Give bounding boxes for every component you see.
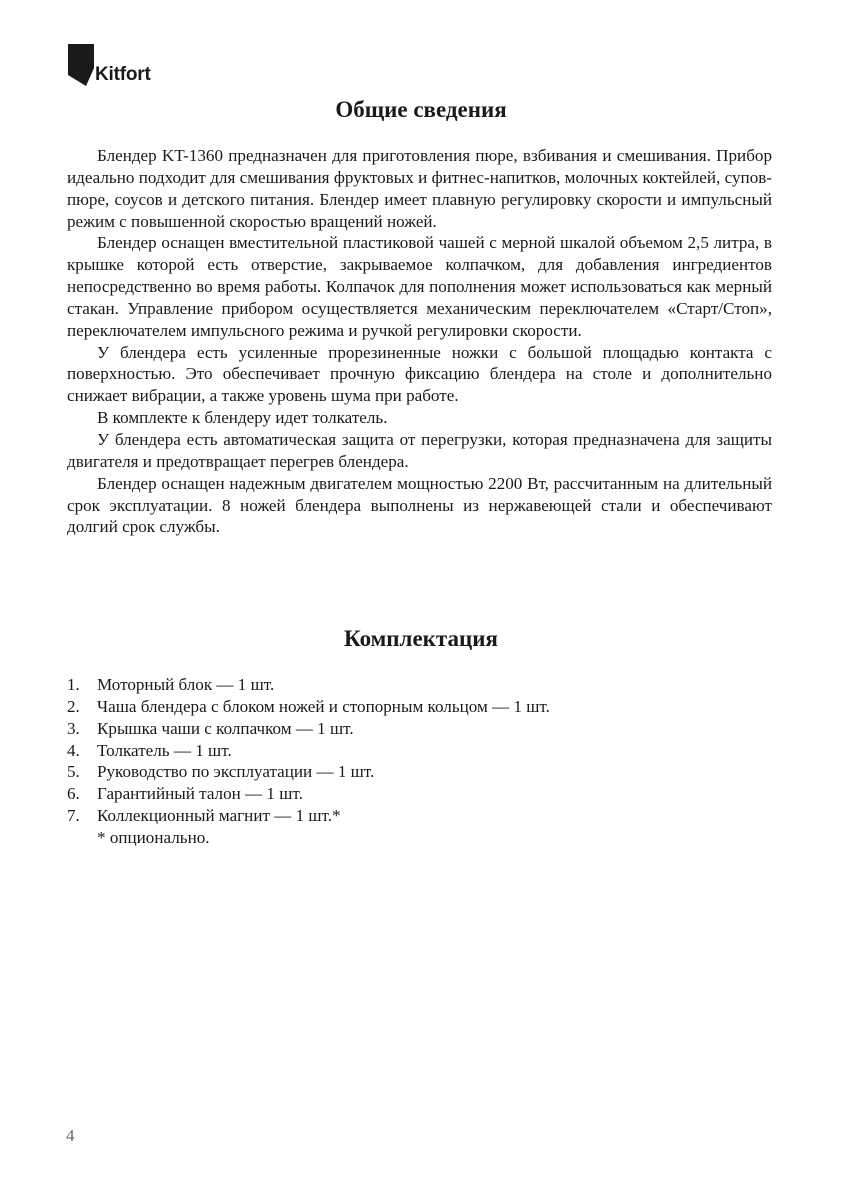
list-item-number: 5. <box>67 762 80 782</box>
list-item-text: Крышка чаши с колпачком — 1 шт. <box>97 718 354 738</box>
page-number: 4 <box>66 1126 75 1145</box>
general-info-text <box>67 145 772 538</box>
list-item <box>67 783 772 805</box>
list-item-text: Коллекционный магнит — 1 шт.* <box>97 806 341 826</box>
list-item-number: 1. <box>67 675 80 694</box>
list-item-number: 6. <box>67 784 80 804</box>
list-item-text: Руководство по эксплуатации — 1 шт. <box>97 762 375 782</box>
brand-name: Kitfort <box>95 64 151 85</box>
paragraph: Блендер KT-1360 предназначен для приготовления пюре, взбивания и смешивания. Прибор идеально подходит для смешивания фруктовых и фитнес-напитков, молочных коктейлей, супов-пюре, соусов и детского питания. Блендер имеет плавную регулировку скорости и импульсный режим с повышенной скоростью вращений ножей. <box>67 146 772 231</box>
list-item <box>67 805 772 827</box>
list-item-number: 7. <box>67 806 80 826</box>
footnote: * опционально. <box>97 827 210 847</box>
list-item <box>67 718 772 740</box>
list-item-number: 4. <box>67 740 80 760</box>
paragraph: Блендер оснащен вместительной пластиковой чашей с мерной шкалой объемом 2,5 литра, в крышке которой есть отверстие, закрываемое колпачком, для добавления ингредиентов непосредственно во время работы. Колпачок для пополнения может использоваться как мерный стакан. Управление прибором осуществляется механическим переключателем «Старт/Стоп», переключателем импульсного режима и ручкой регулировки скорости. <box>67 233 772 340</box>
section-title-general: Общие сведения <box>335 97 507 122</box>
list-item-number: 3. <box>67 718 80 738</box>
kit-list <box>67 674 772 849</box>
section-title-kit: Комплектация <box>344 626 498 651</box>
list-item-text: Моторный блок — 1 шт. <box>97 675 275 694</box>
paragraph: У блендера есть усиленные прорезиненные ножки с большой площадью контакта с поверхностью. Это обеспечивает прочную фиксацию блендера на столе и дополнительно снижает вибрации, а также уровень шума при работе. <box>67 342 772 406</box>
list-item <box>67 696 772 718</box>
list-item <box>67 761 772 783</box>
paragraph: У блендера есть автоматическая защита от перегрузки, которая предназначена для защиты двигателя и предотвращает перегрев блендера. <box>67 429 772 471</box>
paragraph: Блендер оснащен надежным двигателем мощностью 2200 Вт, рассчитанным на длительный срок эксплуатации. 8 ножей блендера выполнены из нержавеющей стали и обеспечивают долгий срок службы. <box>67 473 772 537</box>
brand-logo <box>66 42 176 90</box>
list-item-text: Чаша блендера с блоком ножей и стопорным кольцом — 1 шт. <box>97 696 550 716</box>
list-item <box>67 674 772 696</box>
list-item-text: Толкатель — 1 шт. <box>97 740 232 760</box>
kitfort-logo-icon <box>66 42 96 88</box>
paragraph: В комплекте к блендеру идет толкатель. <box>97 408 388 428</box>
list-item <box>67 740 772 762</box>
list-item-number: 2. <box>67 696 80 716</box>
list-item-text: Гарантийный талон — 1 шт. <box>97 784 303 804</box>
